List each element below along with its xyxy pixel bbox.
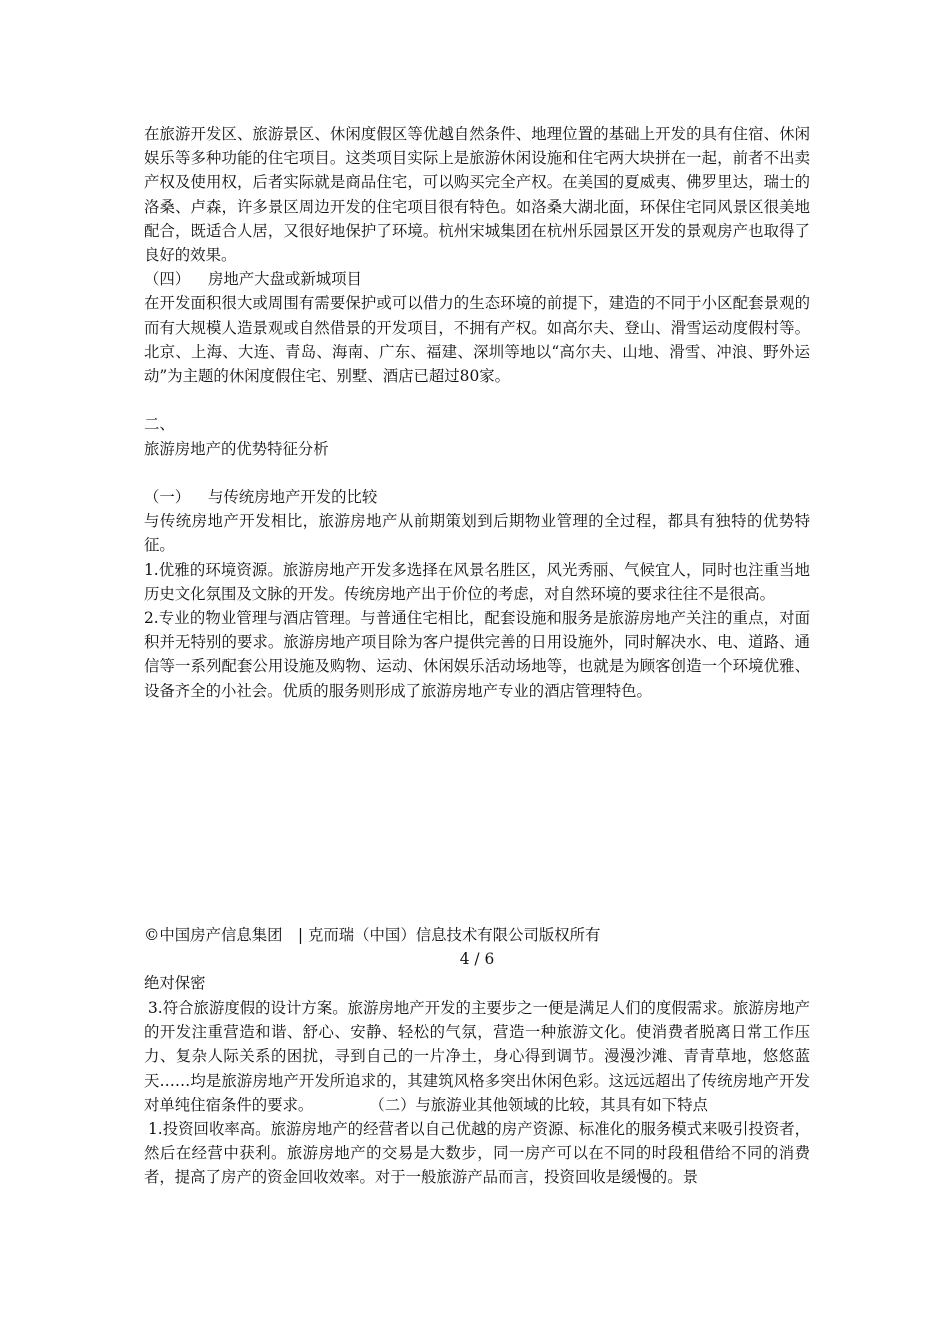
section-title: 房地产大盘或新城项目 [208, 270, 362, 289]
paragraph-comparison-intro: 与传统房地产开发相比，旅游房地产从前期策划到后期物业管理的全过程，都具有独特的优势特征。 [144, 512, 810, 555]
section-title: 与传统房地产开发的比较 [208, 488, 378, 507]
paragraph-large-projects: 在开发面积很大或周围有需要保护或可以借力的生态环境的前提下，建造的不同于小区配套景观的而有大规模人造景观或自然借景的开发项目，不拥有产权。如高尔夫、登山、滑雪运动度假村等。北京、上海、大连、青岛、海南、广东、福建、深圳等地以“高尔夫、山地、滑雪、冲浪、野外运动”为主题的休闲度假住宅、别墅、酒店已超过80家。 [144, 294, 810, 386]
blank-line [144, 461, 810, 485]
list-item-environment: 1.优雅的环境资源。旅游房地产开发多选择在风景名胜区，风光秀丽、气候宜人，同时也注重当地历史文化氛围及文脉的开发。传统房地产出于价位的考虑，对自然环境的要求往往不是很高。 [144, 560, 810, 603]
section-number: （四） [144, 270, 191, 289]
part-number: 二、 [144, 415, 175, 434]
part-title: 旅游房地产的优势特征分析 [144, 439, 329, 458]
confidential-label: 绝对保密 [144, 974, 206, 992]
section-heading-1 [144, 485, 810, 509]
upper-text-block [144, 122, 810, 703]
section-heading-4 [144, 267, 810, 291]
page-number: 4 / 6 [459, 950, 495, 968]
page-footer [144, 923, 810, 995]
blank-line [144, 388, 810, 412]
list-item-design-text: 3.符合旅游度假的设计方案。旅游房地产开发的主要步之一便是满足人们的度假需求。旅游房地产的开发注重营造和谐、舒心、安静、轻松的气氛，营造一种旅游文化。使消费者脱离日常工作压力、复杂人际关系的困扰，寻到自己的一片净土，身心得到调节。漫漫沙滩、青青草地，悠悠蓝天……均是旅游房地产开发所追求的，其建筑风格多突出休闲色彩。这远远超出了传统房地产开发对单纯住宿条件的要求。 [144, 999, 810, 1114]
copyright-line: ©中国房产信息集团 | 克而瑞（中国）信息技术有限公司版权所有 [144, 926, 601, 944]
list-item-roi: 1.投资回收率高。旅游房地产的经营者以自己优越的房产资源、标准化的服务模式来吸引投资者，然后在经营中获利。旅游房地产的交易是大数步，同一房产可以在不同的时段租借给不同的消费者，提高了房产的资金回收效率。对于一般旅游产品而言，投资回收是缓慢的。景 [144, 1120, 810, 1187]
lower-text-block [144, 996, 810, 1190]
list-item-property-management: 2.专业的物业管理与酒店管理。与普通住宅相比，配套设施和服务是旅游房地产关注的重点，对面积并无特别的要求。旅游房地产项目除为客户提供完善的日用设施外，同时解决水、电、道路、通信等一系列配套公用设施及购物、运动、休闲娱乐活动场地等，也就是为顾客创造一个环境优雅、设备齐全的小社会。优质的服务则形成了旅游房地产专业的酒店管理特色。 [144, 609, 810, 700]
section-heading-2-inline: （二）与旅游业其他领域的比较，其具有如下特点 [369, 1095, 708, 1114]
section-number: （一） [144, 488, 191, 507]
paragraph-tourism-area-housing: 在旅游开发区、旅游景区、休闲度假区等优越自然条件、地理位置的基础上开发的具有住宿、休闲娱乐等多种功能的住宅项目。这类项目实际上是旅游休闲设施和住宅两大块拼在一起，前者不出卖产权及使用权，后者实际就是商品住宅，可以购买完全产权。在美国的夏威夷、佛罗里达，瑞士的洛桑、卢森，许多景区周边开发的住宅项目很有特色。如洛桑大湖北面，环保住宅同风景区很美地配合，既适合人居，又很好地保护了环境。杭州宋城集团在杭州乐园景区开发的景观房产也取得了良好的效果。 [144, 125, 810, 265]
list-item-design [144, 996, 810, 1117]
